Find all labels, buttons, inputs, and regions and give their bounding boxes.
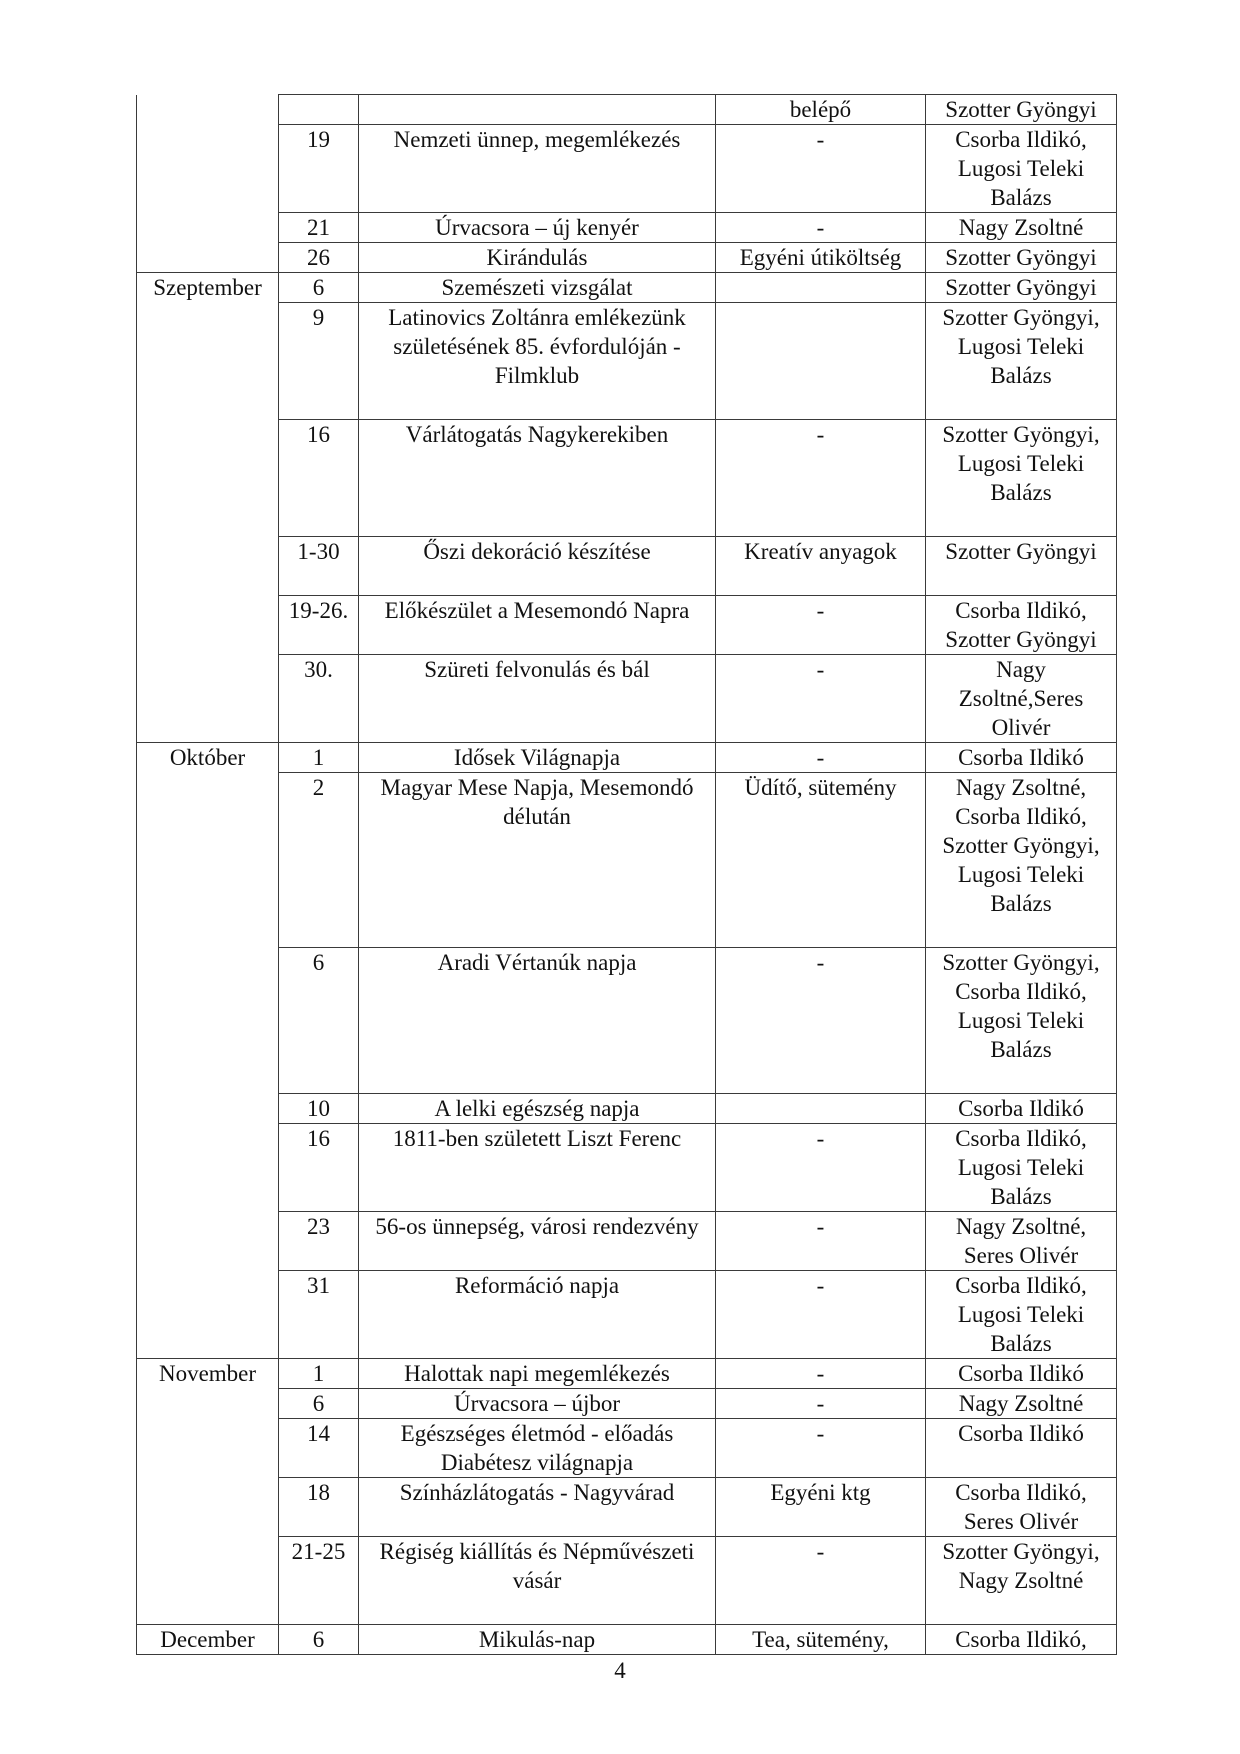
table-row — [137, 773, 1117, 948]
cost-cell: Tea, sütemény, — [716, 1625, 926, 1655]
month-cell: Október — [137, 743, 279, 773]
table-row — [137, 243, 1117, 273]
month-cell — [137, 596, 279, 655]
month-cell — [137, 1271, 279, 1359]
cost-cell: - — [716, 1419, 926, 1478]
day-cell: 18 — [279, 1478, 359, 1537]
event-cell: Magyar Mese Napja, Mesemondó délután — [359, 773, 716, 948]
day-cell: 14 — [279, 1419, 359, 1478]
page-number: 4 — [614, 1658, 626, 1683]
event-cell: Úrvacsora – új kenyér — [359, 213, 716, 243]
cost-cell: Egyéni útiköltség — [716, 243, 926, 273]
cost-cell: - — [716, 655, 926, 743]
event-cell: Reformáció napja — [359, 1271, 716, 1359]
table-row — [137, 1478, 1117, 1537]
responsible-cell: Szotter Gyöngyi — [926, 243, 1117, 273]
cost-cell: - — [716, 596, 926, 655]
responsible-cell: Csorba Ildikó — [926, 1359, 1117, 1389]
day-cell: 30. — [279, 655, 359, 743]
day-cell: 6 — [279, 1389, 359, 1419]
event-cell: Idősek Világnapja — [359, 743, 716, 773]
event-cell: Színházlátogatás - Nagyvárad — [359, 1478, 716, 1537]
cost-cell: belépő — [716, 95, 926, 125]
event-cell: Egészséges életmód - előadás Diabétesz világnapja — [359, 1419, 716, 1478]
table-row — [137, 95, 1117, 125]
day-cell: 19-26. — [279, 596, 359, 655]
table-row — [137, 1537, 1117, 1625]
day-cell — [279, 95, 359, 125]
cost-cell: Üdítő, sütemény — [716, 773, 926, 948]
month-cell — [137, 1212, 279, 1271]
day-cell: 23 — [279, 1212, 359, 1271]
cost-cell — [716, 273, 926, 303]
day-cell: 26 — [279, 243, 359, 273]
cost-cell: - — [716, 213, 926, 243]
month-cell — [137, 655, 279, 743]
responsible-cell: Nagy Zsoltné — [926, 213, 1117, 243]
month-cell — [137, 95, 279, 125]
cost-cell: - — [716, 1359, 926, 1389]
event-cell: Halottak napi megemlékezés — [359, 1359, 716, 1389]
table-row — [137, 596, 1117, 655]
event-cell: 1811-ben született Liszt Ferenc — [359, 1124, 716, 1212]
event-cell: Előkészület a Mesemondó Napra — [359, 596, 716, 655]
table-row — [137, 655, 1117, 743]
cost-cell — [716, 1094, 926, 1124]
table-row — [137, 213, 1117, 243]
cost-cell: Kreatív anyagok — [716, 537, 926, 596]
cost-cell: - — [716, 125, 926, 213]
responsible-cell: Szotter Gyöngyi, Csorba Ildikó, Lugosi Teleki Balázs — [926, 948, 1117, 1094]
responsible-cell: Szotter Gyöngyi — [926, 273, 1117, 303]
event-cell: Aradi Vértanúk napja — [359, 948, 716, 1094]
cost-cell: - — [716, 1212, 926, 1271]
day-cell: 1-30 — [279, 537, 359, 596]
day-cell: 21 — [279, 213, 359, 243]
event-cell: Nemzeti ünnep, megemlékezés — [359, 125, 716, 213]
event-cell — [359, 95, 716, 125]
cost-cell: - — [716, 948, 926, 1094]
table-row — [137, 420, 1117, 537]
table-row — [137, 1124, 1117, 1212]
responsible-cell: Csorba Ildikó, Lugosi Teleki Balázs — [926, 125, 1117, 213]
event-cell: Várlátogatás Nagykerekiben — [359, 420, 716, 537]
responsible-cell: Szotter Gyöngyi — [926, 95, 1117, 125]
day-cell: 10 — [279, 1094, 359, 1124]
responsible-cell: Szotter Gyöngyi, Nagy Zsoltné — [926, 1537, 1117, 1625]
table-row — [137, 303, 1117, 420]
schedule-body — [137, 95, 1117, 1655]
month-cell — [137, 948, 279, 1094]
cost-cell: - — [716, 1124, 926, 1212]
month-cell — [137, 773, 279, 948]
event-cell: Kirándulás — [359, 243, 716, 273]
month-cell — [137, 1537, 279, 1625]
responsible-cell: Nagy Zsoltné — [926, 1389, 1117, 1419]
month-cell — [137, 243, 279, 273]
month-cell — [137, 125, 279, 213]
month-cell — [137, 1478, 279, 1537]
day-cell: 6 — [279, 948, 359, 1094]
cost-cell: - — [716, 1271, 926, 1359]
responsible-cell: Csorba Ildikó — [926, 743, 1117, 773]
day-cell: 2 — [279, 773, 359, 948]
schedule-table — [136, 94, 1117, 1655]
month-cell — [137, 537, 279, 596]
month-cell — [137, 420, 279, 537]
responsible-cell: Csorba Ildikó, Szotter Gyöngyi — [926, 596, 1117, 655]
cost-cell — [716, 303, 926, 420]
table-row — [137, 273, 1117, 303]
event-cell: Úrvacsora – újbor — [359, 1389, 716, 1419]
day-cell: 16 — [279, 1124, 359, 1212]
month-cell — [137, 1094, 279, 1124]
month-cell: Szeptember — [137, 273, 279, 303]
event-cell: A lelki egészség napja — [359, 1094, 716, 1124]
day-cell: 31 — [279, 1271, 359, 1359]
event-cell: Szemészeti vizsgálat — [359, 273, 716, 303]
month-cell — [137, 1124, 279, 1212]
responsible-cell: Csorba Ildikó, Lugosi Teleki Balázs — [926, 1271, 1117, 1359]
responsible-cell: Nagy Zsoltné,Seres Olivér — [926, 655, 1117, 743]
cost-cell: Egyéni ktg — [716, 1478, 926, 1537]
table-row — [137, 743, 1117, 773]
day-cell: 21-25 — [279, 1537, 359, 1625]
event-cell: Szüreti felvonulás és bál — [359, 655, 716, 743]
table-row — [137, 948, 1117, 1094]
table-row — [137, 1212, 1117, 1271]
table-row — [137, 1094, 1117, 1124]
responsible-cell: Szotter Gyöngyi — [926, 537, 1117, 596]
month-cell: December — [137, 1625, 279, 1655]
cost-cell: - — [716, 743, 926, 773]
responsible-cell: Nagy Zsoltné, Csorba Ildikó, Szotter Gyöngyi, Lugosi Teleki Balázs — [926, 773, 1117, 948]
responsible-cell: Csorba Ildikó — [926, 1094, 1117, 1124]
day-cell: 9 — [279, 303, 359, 420]
event-cell: Őszi dekoráció készítése — [359, 537, 716, 596]
event-cell: Régiség kiállítás és Népművészeti vásár — [359, 1537, 716, 1625]
responsible-cell: Csorba Ildikó — [926, 1419, 1117, 1478]
table-row — [137, 537, 1117, 596]
table-row — [137, 1389, 1117, 1419]
event-cell: Latinovics Zoltánra emlékezünk születésének 85. évfordulóján - Filmklub — [359, 303, 716, 420]
day-cell: 6 — [279, 1625, 359, 1655]
month-cell: November — [137, 1359, 279, 1389]
responsible-cell: Csorba Ildikó, Lugosi Teleki Balázs — [926, 1124, 1117, 1212]
responsible-cell: Csorba Ildikó, — [926, 1625, 1117, 1655]
month-cell — [137, 1419, 279, 1478]
table-row — [137, 125, 1117, 213]
event-cell: 56-os ünnepség, városi rendezvény — [359, 1212, 716, 1271]
table-row — [137, 1271, 1117, 1359]
cost-cell: - — [716, 1537, 926, 1625]
day-cell: 6 — [279, 273, 359, 303]
month-cell — [137, 213, 279, 243]
responsible-cell: Csorba Ildikó, Seres Olivér — [926, 1478, 1117, 1537]
table-row — [137, 1359, 1117, 1389]
responsible-cell: Szotter Gyöngyi, Lugosi Teleki Balázs — [926, 303, 1117, 420]
table-row — [137, 1625, 1117, 1655]
responsible-cell: Szotter Gyöngyi, Lugosi Teleki Balázs — [926, 420, 1117, 537]
day-cell: 19 — [279, 125, 359, 213]
event-cell: Mikulás-nap — [359, 1625, 716, 1655]
responsible-cell: Nagy Zsoltné, Seres Olivér — [926, 1212, 1117, 1271]
table-row — [137, 1419, 1117, 1478]
day-cell: 16 — [279, 420, 359, 537]
cost-cell: - — [716, 420, 926, 537]
day-cell: 1 — [279, 1359, 359, 1389]
day-cell: 1 — [279, 743, 359, 773]
month-cell — [137, 303, 279, 420]
cost-cell: - — [716, 1389, 926, 1419]
month-cell — [137, 1389, 279, 1419]
